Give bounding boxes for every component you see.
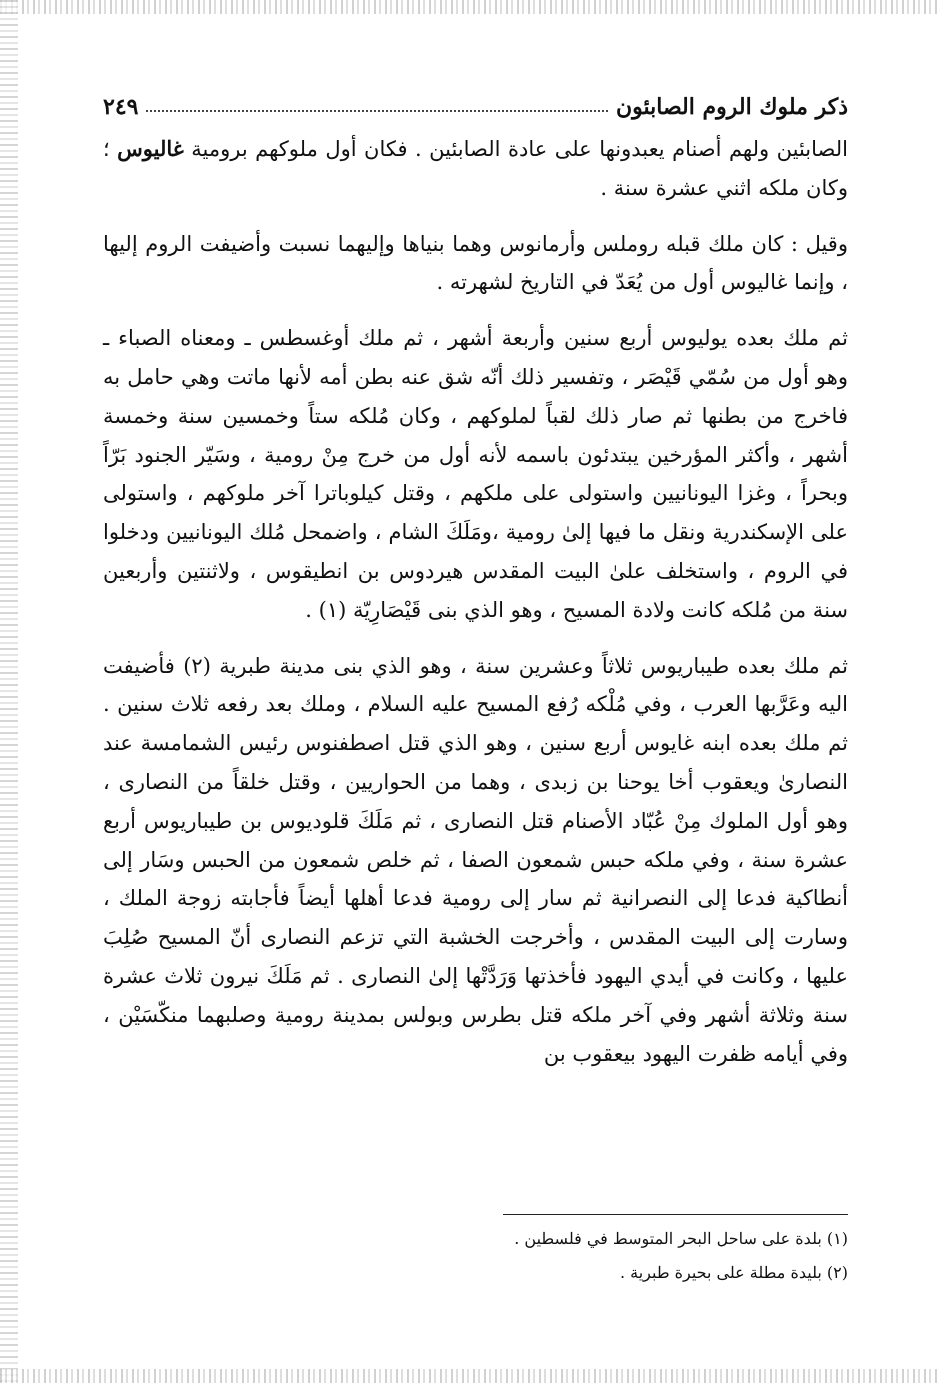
paragraph-1 xyxy=(103,130,848,208)
page-border-left xyxy=(0,0,18,1383)
footnote-rule xyxy=(503,1214,848,1215)
paragraph-4: ثم ملك بعده طيباريوس ثلاثاً وعشرين سنة ، وهو الذي بنى مدينة طبرية (٢) فأضيفت اليه وعَرَّبها العرب ، وفي مُلْكه رُفع المسيح عليه السلام ، وملك بعد رفعه ثلاث سنين . ثم ملك بعده ابنه غايوس أربع سنين ، وهو الذي قتل اصطفنوس رئيس الشمامسة عند النصارىٰ ويعقوب أخا يوحنا بن زبدى ، وهما من الحواريين ، وقتل خلقاً من النصارى ، وهو أول الملوك مِنْ عُبّاد الأصنام قتل النصارى ، ثم مَلَكَ قلوديوس بن طيباريوس أربع عشرة سنة ، وفي ملكه حبس شمعون الصفا ، ثم خلص شمعون من الحبس وسَار إلى أنطاكية فدعا إلى النصرانية ثم سار إلى رومية فدعا أهلها أيضاً فأجابته زوجة الملك ، وسارت إلى البيت المقدس ، وأخرجت الخشبة التي تزعم النصارى أنّ المسيح صُلِبَ عليها ، وكانت في أيدي اليهود فأخذتها وَرَدَّتْها إلىٰ النصارى . ثم مَلَكَ نيرون ثلاث عشرة سنة وثلاثة أشهر وفي آخر ملكه قتل بطرس وبولس بمدينة رومية وصلبهما منكّسَيْن ، وفي أيامه ظفرت اليهود بيعقوب بن xyxy=(103,653,848,1066)
paragraph-1-text-before: الصابئين ولهم أصنام يعبدونها على عادة الصابئين . فكان أول ملوكهم برومية xyxy=(183,137,848,161)
footnote-1: (١) بلدة على ساحل البحر المتوسط في فلسطين . xyxy=(514,1229,848,1248)
body-text xyxy=(103,130,848,1073)
book-page xyxy=(103,80,848,1090)
footnotes xyxy=(103,1222,848,1290)
page-number: ٢٤٩ xyxy=(103,94,139,120)
paragraph-2: وقيل : كان ملك قبله روملس وأرمانوس وهما بنياها وإليهما نسبت وأضيفت الروم إليها ، وإنما غاليوس أول من يُعَدّ في التاريخ لشهرته . xyxy=(103,231,848,295)
running-head-title: ذكر ملوك الروم الصابئون xyxy=(615,94,848,120)
page-border-top xyxy=(0,0,939,14)
footnote-2: (٢) بليدة مطلة على بحيرة طبرية . xyxy=(619,1263,848,1282)
paragraph-3: ثم ملك بعده يوليوس أربع سنين وأربعة أشهر ، ثم ملك أوغسطس ـ ومعناه الصباء ـ وهو أول من سُمّي قَيْصَر ، وتفسير ذلك أنّه شق عنه بطن أمه لأنها ماتت وهي حامل به فاخرج من بطنها ثم صار ذلك لقباً لملوكهم ، وكان مُلكه ستاً وخمسين سنة وخمسة أشهر ، وأكثر المؤرخين يبتدئون باسمه لأنه أول من خرج مِنْ رومية ، وسَيّر الجنود بَرّاً وبحراً ، وغزا اليونانيين واستولى على ملكهم ، وقتل كيلوباترا آخر ملوكهم ، واستولى على الإسكندرية ونقل ما فيها إلىٰ رومية ،ومَلَكَ الشام ، واضمحل مُلك اليونانيين ودخلوا في الروم ، واستخلف علىٰ البيت المقدس هيردوس بن انطيقوس ، ولاثنتين وأربعين سنة من مُلكه كانت ولادة المسيح ، وهو الذي بنى قَيْصَارِيّة (١) . xyxy=(103,326,848,622)
paragraph-1-bold-name: غاليوس xyxy=(117,136,184,161)
leader-dots xyxy=(146,110,608,112)
page-border-bottom xyxy=(0,1369,939,1383)
paragraph-1-text-after: ؛ وكان ملكه اثني عشرة سنة . xyxy=(103,137,848,200)
running-head xyxy=(103,80,848,120)
